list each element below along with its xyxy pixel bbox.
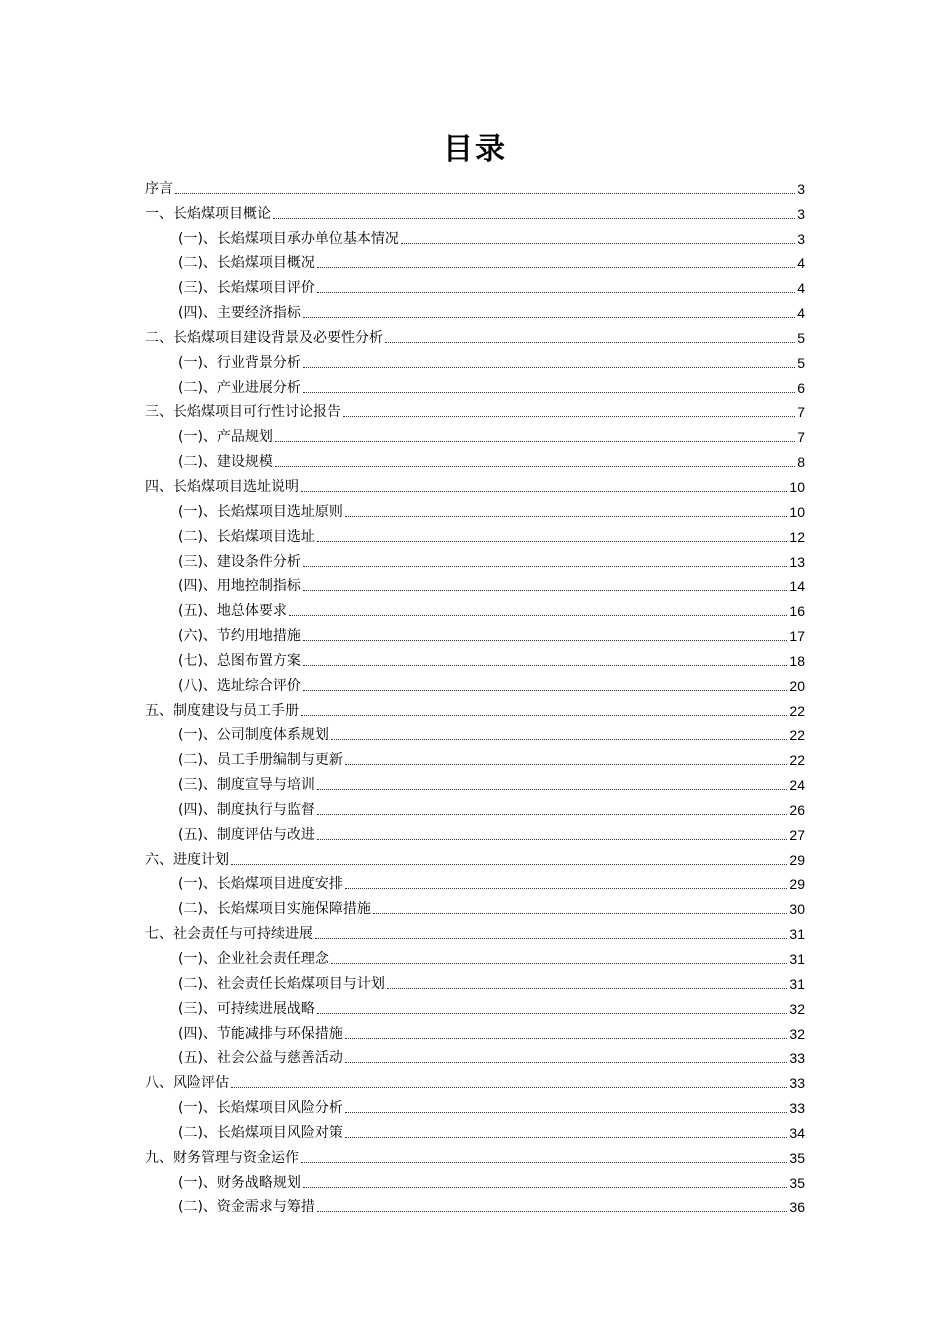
dot-leader — [385, 342, 795, 343]
dot-leader — [317, 1013, 787, 1014]
toc-entry[interactable] — [145, 820, 805, 845]
toc-entry-page-number: 16 — [789, 603, 805, 620]
toc-entry-page-number: 33 — [789, 1075, 805, 1092]
dot-leader — [345, 1112, 787, 1113]
dot-leader — [317, 789, 787, 790]
dot-leader — [231, 1087, 787, 1088]
toc-entry-label: (二)、产业进展分析 — [178, 379, 301, 396]
toc-entry[interactable] — [145, 224, 805, 249]
toc-entry-page-number: 3 — [797, 205, 805, 222]
toc-entry[interactable] — [145, 646, 805, 671]
toc-entry[interactable] — [145, 472, 805, 497]
toc-entry-page-number: 31 — [789, 975, 805, 992]
dot-leader — [289, 615, 787, 616]
toc-entry-page-number: 20 — [789, 677, 805, 694]
dot-leader — [273, 218, 795, 219]
dot-leader — [345, 1137, 787, 1138]
dot-leader — [303, 317, 795, 318]
dot-leader — [303, 690, 787, 691]
toc-entry-page-number: 12 — [789, 528, 805, 545]
toc-entry-label: (三)、可持续进展战略 — [178, 1000, 315, 1017]
table-of-contents — [145, 174, 805, 1217]
toc-entry-label: (二)、社会责任长焰煤项目与计划 — [178, 975, 385, 992]
toc-entry-page-number: 10 — [789, 478, 805, 495]
toc-entry-page-number: 22 — [789, 727, 805, 744]
toc-entry-label: (五)、社会公益与慈善活动 — [178, 1050, 343, 1067]
toc-entry[interactable] — [145, 1068, 805, 1093]
toc-entry-label: 九、财务管理与资金运作 — [145, 1149, 299, 1166]
toc-entry[interactable] — [145, 199, 805, 224]
toc-entry-label: (二)、长焰煤项目风险对策 — [178, 1124, 343, 1141]
toc-entry[interactable] — [145, 795, 805, 820]
toc-entry-label: (一)、行业背景分析 — [178, 354, 301, 371]
toc-entry-page-number: 14 — [789, 578, 805, 595]
toc-entry-page-number: 6 — [797, 379, 805, 396]
toc-entry-label: (三)、制度宣导与培训 — [178, 777, 315, 794]
toc-entry[interactable] — [145, 1168, 805, 1193]
toc-entry-label: 二、长焰煤项目建设背景及必要性分析 — [145, 329, 383, 346]
toc-entry[interactable] — [145, 621, 805, 646]
dot-leader — [303, 392, 795, 393]
dot-leader — [303, 566, 787, 567]
toc-entry[interactable] — [145, 373, 805, 398]
toc-entry[interactable] — [145, 398, 805, 423]
dot-leader — [315, 938, 787, 939]
toc-entry[interactable] — [145, 1143, 805, 1168]
toc-entry[interactable] — [145, 671, 805, 696]
dot-leader — [301, 715, 787, 716]
dot-leader — [317, 541, 787, 542]
toc-entry-page-number: 29 — [789, 876, 805, 893]
toc-entry[interactable] — [145, 1093, 805, 1118]
toc-entry-page-number: 35 — [789, 1149, 805, 1166]
toc-entry-label: (一)、长焰煤项目进度安排 — [178, 876, 343, 893]
toc-entry[interactable] — [145, 894, 805, 919]
toc-entry-page-number: 13 — [789, 553, 805, 570]
toc-entry-label: (四)、节能减排与环保措施 — [178, 1025, 343, 1042]
toc-entry-page-number: 30 — [789, 901, 805, 918]
toc-entry-page-number: 22 — [789, 752, 805, 769]
toc-entry-label: (二)、资金需求与筹措 — [178, 1199, 315, 1216]
toc-entry-label: (二)、建设规模 — [178, 454, 273, 471]
toc-entry[interactable] — [145, 1044, 805, 1069]
toc-entry-page-number: 4 — [797, 305, 805, 322]
toc-entry[interactable] — [145, 1118, 805, 1143]
dot-leader — [301, 491, 787, 492]
toc-entry[interactable] — [145, 522, 805, 547]
dot-leader — [231, 864, 787, 865]
toc-entry-label: (一)、企业社会责任理念 — [178, 951, 329, 967]
toc-entry[interactable] — [145, 298, 805, 323]
toc-entry-label: (一)、产品规划 — [178, 429, 273, 446]
dot-leader — [303, 1187, 787, 1188]
toc-entry[interactable] — [145, 572, 805, 597]
toc-entry-label: (二)、长焰煤项目选址 — [178, 528, 315, 545]
toc-entry-label: (四)、主要经济指标 — [178, 305, 301, 322]
dot-leader — [275, 441, 795, 442]
toc-entry-page-number: 27 — [789, 826, 805, 843]
toc-entry-label: (五)、制度评估与改进 — [178, 826, 315, 843]
toc-entry[interactable] — [145, 1019, 805, 1044]
toc-entry[interactable] — [145, 696, 805, 721]
toc-entry-label: 一、长焰煤项目概论 — [145, 205, 271, 222]
toc-entry-label: 三、长焰煤项目可行性讨论报告 — [145, 404, 341, 421]
dot-leader — [345, 888, 787, 889]
toc-entry-page-number: 33 — [789, 1100, 805, 1117]
toc-entry-page-number: 8 — [797, 454, 805, 471]
toc-entry[interactable] — [145, 447, 805, 472]
toc-entry[interactable] — [145, 944, 805, 969]
dot-leader — [317, 1211, 787, 1212]
dot-leader — [331, 963, 787, 964]
dot-leader — [317, 292, 795, 293]
dot-leader — [317, 267, 795, 268]
toc-entry-page-number: 4 — [797, 255, 805, 272]
toc-entry-label: 七、社会责任与可持续进展 — [145, 926, 313, 943]
toc-entry-page-number: 17 — [789, 628, 805, 645]
toc-entry-label: (七)、总图布置方案 — [178, 652, 301, 669]
toc-entry-label: 五、制度建设与员工手册 — [145, 702, 299, 719]
dot-leader — [303, 665, 787, 666]
toc-entry[interactable] — [145, 845, 805, 870]
toc-title: 目录 — [443, 132, 507, 167]
toc-entry-page-number: 4 — [797, 280, 805, 297]
dot-leader — [175, 193, 795, 194]
toc-entry-label: (三)、建设条件分析 — [178, 553, 301, 570]
dot-leader — [317, 814, 787, 815]
toc-entry-label: 序言 — [145, 180, 173, 197]
dot-leader — [387, 988, 787, 989]
dot-leader — [345, 764, 787, 765]
toc-entry-page-number: 22 — [789, 702, 805, 719]
toc-entry-page-number: 3 — [797, 230, 805, 247]
dot-leader — [275, 466, 795, 467]
dot-leader — [301, 1162, 787, 1163]
toc-entry-label: (二)、员工手册编制与更新 — [178, 752, 343, 769]
toc-entry-label: (六)、节约用地措施 — [178, 628, 301, 645]
toc-entry[interactable] — [145, 497, 805, 522]
toc-entry[interactable] — [145, 994, 805, 1019]
toc-entry-label: (五)、地总体要求 — [178, 603, 287, 620]
toc-entry-label: (一)、长焰煤项目风险分析 — [178, 1100, 343, 1117]
toc-entry-page-number: 5 — [797, 329, 805, 346]
toc-entry[interactable] — [145, 1193, 805, 1218]
dot-leader — [343, 416, 795, 417]
toc-entry-page-number: 32 — [789, 1000, 805, 1017]
toc-entry-label: (一)、长焰煤项目选址原则 — [178, 503, 343, 520]
toc-entry[interactable] — [145, 745, 805, 770]
toc-entry-label: (四)、用地控制指标 — [178, 578, 301, 595]
dot-leader — [317, 839, 787, 840]
dot-leader — [373, 913, 787, 914]
toc-entry[interactable] — [145, 547, 805, 572]
toc-entry-label: (一)、公司制度体系规划 — [178, 727, 329, 744]
toc-entry[interactable] — [145, 174, 805, 199]
toc-entry-label: (八)、选址综合评价 — [178, 677, 301, 694]
toc-entry-page-number: 33 — [789, 1050, 805, 1067]
toc-entry[interactable] — [145, 919, 805, 944]
toc-entry[interactable] — [145, 273, 805, 298]
toc-entry-page-number: 31 — [789, 951, 805, 967]
toc-entry-page-number: 31 — [789, 926, 805, 943]
dot-leader — [345, 1062, 787, 1063]
toc-entry-page-number: 35 — [789, 1174, 805, 1191]
toc-entry-label: 六、进度计划 — [145, 851, 229, 868]
toc-entry-page-number: 29 — [789, 851, 805, 868]
toc-entry[interactable] — [145, 422, 805, 447]
toc-entry-page-number: 5 — [797, 354, 805, 371]
toc-entry-label: (二)、长焰煤项目概况 — [178, 255, 315, 272]
dot-leader — [303, 367, 795, 368]
toc-entry[interactable] — [145, 721, 805, 746]
toc-entry-page-number: 24 — [789, 777, 805, 794]
toc-entry-page-number: 7 — [797, 429, 805, 446]
toc-entry-label: (一)、长焰煤项目承办单位基本情况 — [178, 230, 399, 247]
toc-entry-page-number: 36 — [789, 1199, 805, 1216]
toc-entry[interactable] — [145, 323, 805, 348]
dot-leader — [303, 640, 787, 641]
toc-entry-label: 四、长焰煤项目选址说明 — [145, 478, 299, 495]
dot-leader — [401, 243, 795, 244]
toc-entry[interactable] — [145, 249, 805, 274]
toc-entry-label: (四)、制度执行与监督 — [178, 801, 315, 818]
toc-entry-page-number: 7 — [797, 404, 805, 421]
toc-entry-label: (一)、财务战略规划 — [178, 1174, 301, 1191]
toc-entry-page-number: 18 — [789, 652, 805, 669]
dot-leader — [303, 590, 787, 591]
toc-entry[interactable] — [145, 770, 805, 795]
toc-entry-page-number: 10 — [789, 503, 805, 520]
dot-leader — [345, 1038, 787, 1039]
toc-entry-label: (三)、长焰煤项目评价 — [178, 280, 315, 297]
toc-entry-label: 八、风险评估 — [145, 1075, 229, 1092]
toc-entry-page-number: 34 — [789, 1124, 805, 1141]
toc-entry-page-number: 26 — [789, 801, 805, 818]
toc-entry[interactable] — [145, 348, 805, 373]
toc-entry-page-number: 3 — [797, 180, 805, 197]
toc-entry[interactable] — [145, 596, 805, 621]
dot-leader — [331, 739, 787, 740]
toc-entry[interactable] — [145, 870, 805, 895]
toc-entry[interactable] — [145, 969, 805, 994]
toc-entry-label: (二)、长焰煤项目实施保障措施 — [178, 901, 371, 918]
dot-leader — [345, 516, 787, 517]
toc-entry-page-number: 32 — [789, 1025, 805, 1042]
